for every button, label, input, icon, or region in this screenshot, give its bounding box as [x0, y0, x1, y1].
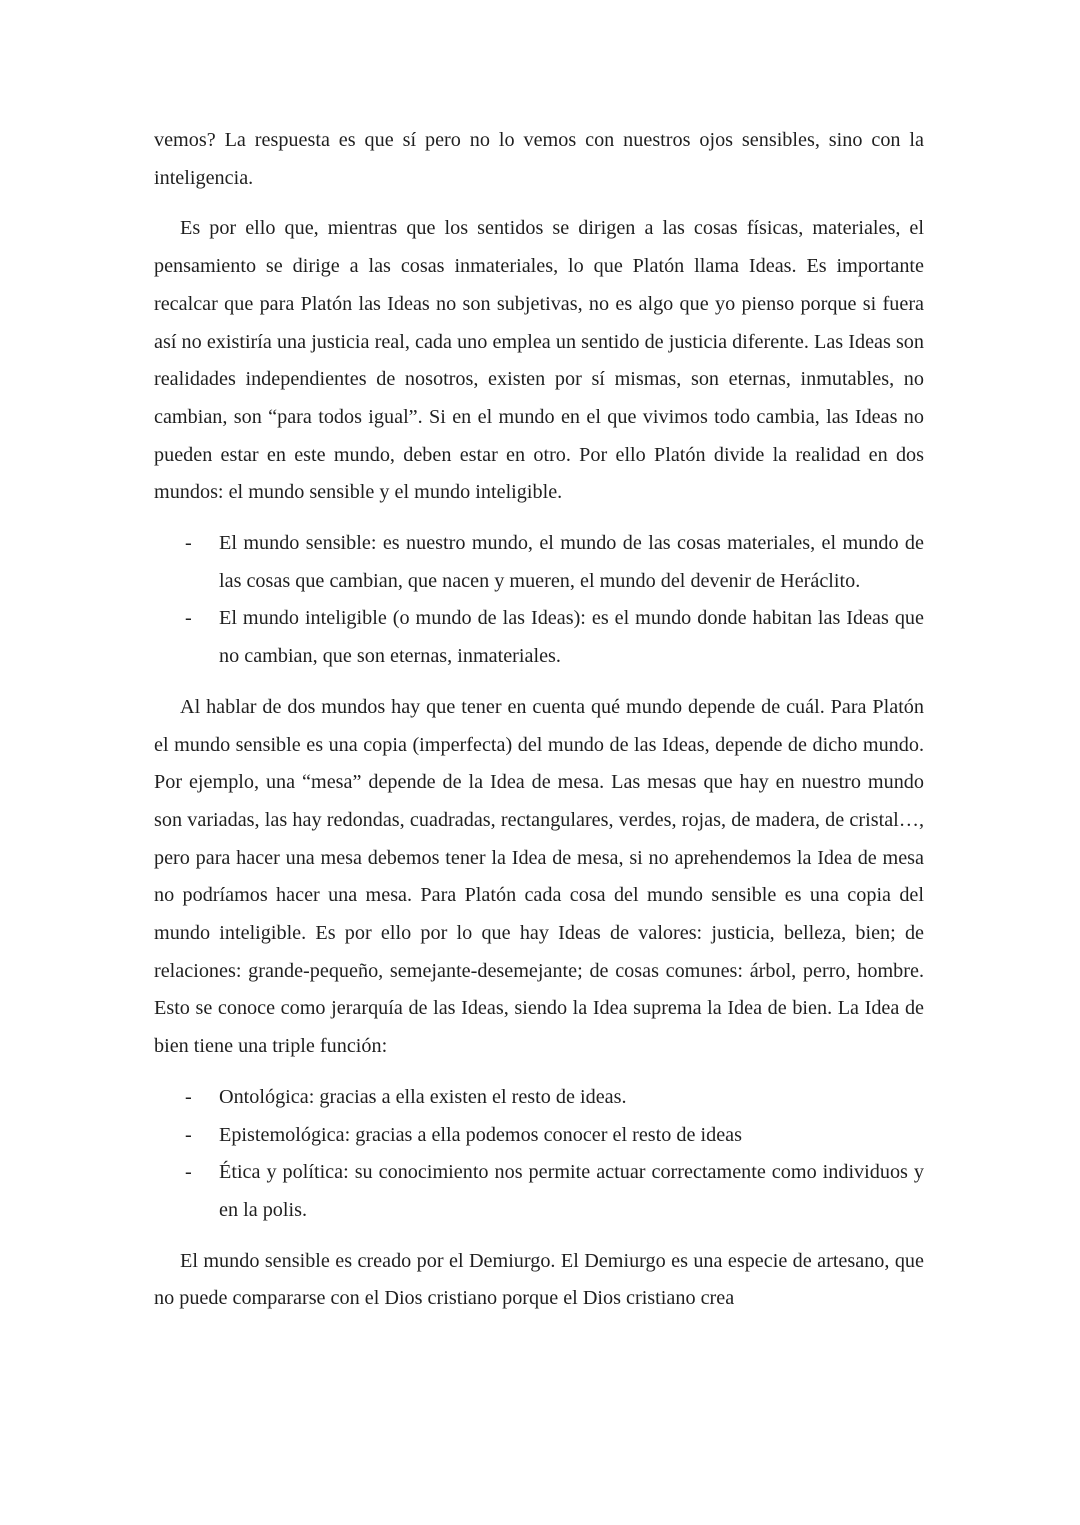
list-item [154, 525, 924, 600]
dash-bullet-icon: - [185, 1123, 192, 1146]
list-item-text: Ética y política: su conocimiento nos permite actuar correctamente como individuos y en la polis. [219, 1161, 924, 1221]
dash-bullet-icon: - [185, 532, 192, 555]
dash-bullet-icon: - [185, 1085, 192, 1108]
document-page [154, 122, 924, 1318]
functions-list [154, 1079, 924, 1230]
list-item-text: El mundo sensible: es nuestro mundo, el mundo de las cosas materiales, el mundo de las cosas que cambian, que nacen y mueren, el mundo del devenir de Heráclito. [219, 532, 924, 592]
paragraph-3: Al hablar de dos mundos hay que tener en cuenta qué mundo depende de cuál. Para Platón el mundo sensible es una copia (imperfecta) del mundo de las Ideas, depende de dicho mundo. Por ejemplo, una “mesa” depende de la Idea de mesa. Las mesas que hay en nuestro mundo son variadas, las hay redondas, cuadradas, rectangulares, verdes, rojas, de madera, de cristal…, pero para hacer una mesa debemos tener la Idea de mesa, si no aprehendemos la Idea de mesa no podríamos hacer una mesa. Para Platón cada cosa del mundo sensible es una copia del mundo inteligible. Es por ello por lo que hay Ideas de valores: justicia, belleza, bien; de relaciones: grande-pequeño, semejante-desemejante; de cosas comunes: árbol, perro, hombre. Esto se conoce como jerarquía de las Ideas, siendo la Idea suprema la Idea de bien. La Idea de bien tiene una triple función: [154, 695, 924, 1058]
paragraph-2: Es por ello que, mientras que los sentidos se dirigen a las cosas físicas, materiales, el pensamiento se dirige a las cosas inmateriales, lo que Platón llama Ideas. Es importante recalcar que para Platón las Ideas no son subjetivas, no es algo que yo pienso porque si fuera así no existiría una justicia real, cada uno emplea un sentido de justicia diferente. Las Ideas son realidades independientes de nosotros, existen por sí mismas, son eternas, inmutables, no cambian, son “para todos igual”. Si en el mundo en el que vivimos todo cambia, las Ideas no pueden estar en este mundo, deben estar en otro. Por ello Platón divide la realidad en dos mundos: el mundo sensible y el mundo inteligible. [154, 217, 924, 504]
list-item-text: El mundo inteligible (o mundo de las Ideas): es el mundo donde habitan las Ideas que no cambian, que son eternas, inmateriales. [219, 607, 924, 668]
list-item [154, 1154, 924, 1229]
dash-bullet-icon: - [185, 607, 192, 630]
dash-bullet-icon: - [185, 1161, 192, 1184]
paragraph-1: vemos? La respuesta es que sí pero no lo vemos con nuestros ojos sensibles, sino con la inteligencia. [154, 129, 924, 189]
paragraph-4: El mundo sensible es creado por el Demiurgo. El Demiurgo es una especie de artesano, que no puede compararse con el Dios cristiano porque el Dios cristiano crea [154, 1249, 924, 1310]
worlds-list [154, 525, 924, 676]
list-item-text: Ontológica: gracias a ella existen el resto de ideas. [219, 1085, 627, 1108]
list-item [154, 1117, 924, 1155]
list-item [154, 1079, 924, 1117]
list-item-text: Epistemológica: gracias a ella podemos conocer el resto de ideas [219, 1123, 742, 1146]
list-item [154, 600, 924, 675]
